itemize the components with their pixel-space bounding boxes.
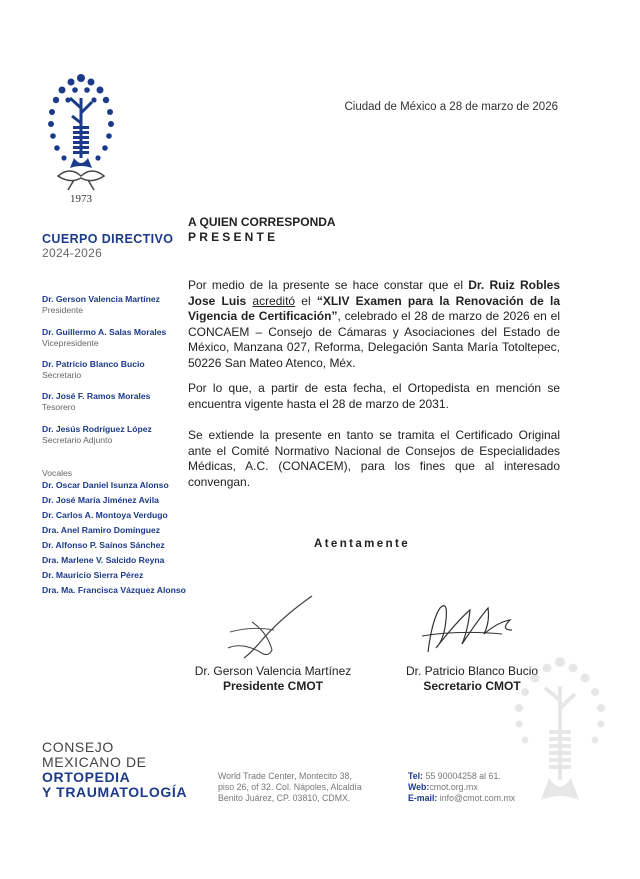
paragraph-accreditation: Por medio de la presente se hace constar que el Dr. Ruiz Robles Jose Luis acreditó el “XLIV Examen para la Renovación de la Vigencia de Certificación”, celebrado el 28 de marzo de 2026 en el CONCAEM – Consejo de Cámaras y Asociaciones del Estado de México, Manzana 027, Reforma, Delegación Santa María Totoltepec, 50226 San Mateo Atenco, Méx. <box>188 278 560 370</box>
vocal-name: Dr. Mauricio Sierra Pérez <box>42 570 144 580</box>
member-role: Vicepresidente <box>42 338 99 348</box>
member-role: Tesorero <box>42 402 76 412</box>
board-member <box>42 391 192 412</box>
svg-text:1973: 1973 <box>70 193 92 205</box>
board-member <box>42 359 192 380</box>
vocal-name: Dr. Oscar Daniel Isunza Alonso <box>42 480 169 490</box>
email-link[interactable]: info@cmot.com.mx <box>437 793 516 803</box>
member-role: Presidente <box>42 305 84 315</box>
signature-block-president <box>178 664 368 694</box>
vocal-name: Dr. Alfonso P. Saínos Sánchez <box>42 540 165 550</box>
website-link[interactable]: cmot.org.mx <box>429 782 478 792</box>
phone: 55 90004258 al 61. <box>423 771 501 781</box>
member-role: Secretario Adjunto <box>42 435 113 445</box>
accredited-word: acreditó <box>252 293 296 308</box>
doctor-name: Dr. Ruiz Robles Jose Luis <box>188 278 560 308</box>
closing: Atentamente <box>314 538 411 550</box>
signer-title: Secretario CMOT <box>423 679 521 693</box>
vocales-label: Vocales <box>42 468 73 478</box>
board-title: CUERPO DIRECTIVO <box>42 232 174 246</box>
member-name: Dr. Patricio Blanco Bucio <box>42 359 145 369</box>
board-member <box>42 294 192 315</box>
paragraph-certificate: Se extiende la presente en tanto se tramita el Certificado Original ante el Comité Normativo Nacional de Consejos de Especialidades Médicas, A.C. (CONACEM), para los fines que al interesado convengan. <box>188 428 560 489</box>
tree-watermark-icon <box>505 650 615 830</box>
cmot-logo <box>40 68 122 208</box>
paragraph-validity: Por lo que, a partir de esta fecha, el Ortopedista en mención se encuentra vigente hasta el 28 de marzo de 2031. <box>188 381 560 411</box>
signer-name: Dr. Gerson Valencia Martínez <box>194 664 352 678</box>
addressee-presente: PRESENTE <box>188 230 279 244</box>
signature-secretary <box>418 600 518 660</box>
letter-date: Ciudad de México a 28 de marzo de 2026 <box>344 101 558 113</box>
addressee-line: A QUIEN CORRESPONDA <box>188 215 336 229</box>
member-role: Secretario <box>42 370 82 380</box>
member-name: Dr. José F. Ramos Morales <box>42 391 151 401</box>
vocal-name: Dra. Marlene V. Salcido Reyna <box>42 555 165 565</box>
board-period: 2024-2026 <box>42 246 103 260</box>
member-name: Dr. Gerson Valencia Martínez <box>42 294 160 304</box>
signature-president <box>222 592 322 662</box>
signer-name: Dr. Patricio Blanco Bucio <box>405 664 539 678</box>
footer-address: World Trade Center, Montecito 38, piso 26, of 32. Col. Nápoles, Alcaldía Benito Juárez, CP. 03810, CDMX. <box>218 771 362 803</box>
board-member <box>42 424 192 445</box>
vocal-name: Dra. Anel Ramiro Domínguez <box>42 525 161 535</box>
board-member <box>42 327 192 348</box>
footer-organization: CONSEJO MEXICANO DE ORTOPEDIA Y TRAUMATOLOGÍA <box>42 739 188 800</box>
member-name: Dr. Guillermo A. Salas Morales <box>42 327 167 337</box>
vocal-name: Dr. José María Jiménez Avila <box>42 495 159 505</box>
signer-title: Presidente CMOT <box>222 679 324 693</box>
addressee <box>188 215 336 245</box>
vocal-name: Dra. Ma. Francisca Vázquez Alonso <box>42 585 186 595</box>
footer-contact: Tel: 55 90004258 al 61. Web:cmot.org.mx E-mail: info@cmot.com.mx <box>408 771 516 803</box>
vocal-name: Dr. Carlos A. Montoya Verdugo <box>42 510 168 520</box>
member-name: Dr. Jesús Rodríguez López <box>42 424 152 434</box>
exam-name: “XLIV Examen para la Renovación de la Vigencia de Certificación” <box>188 293 560 323</box>
